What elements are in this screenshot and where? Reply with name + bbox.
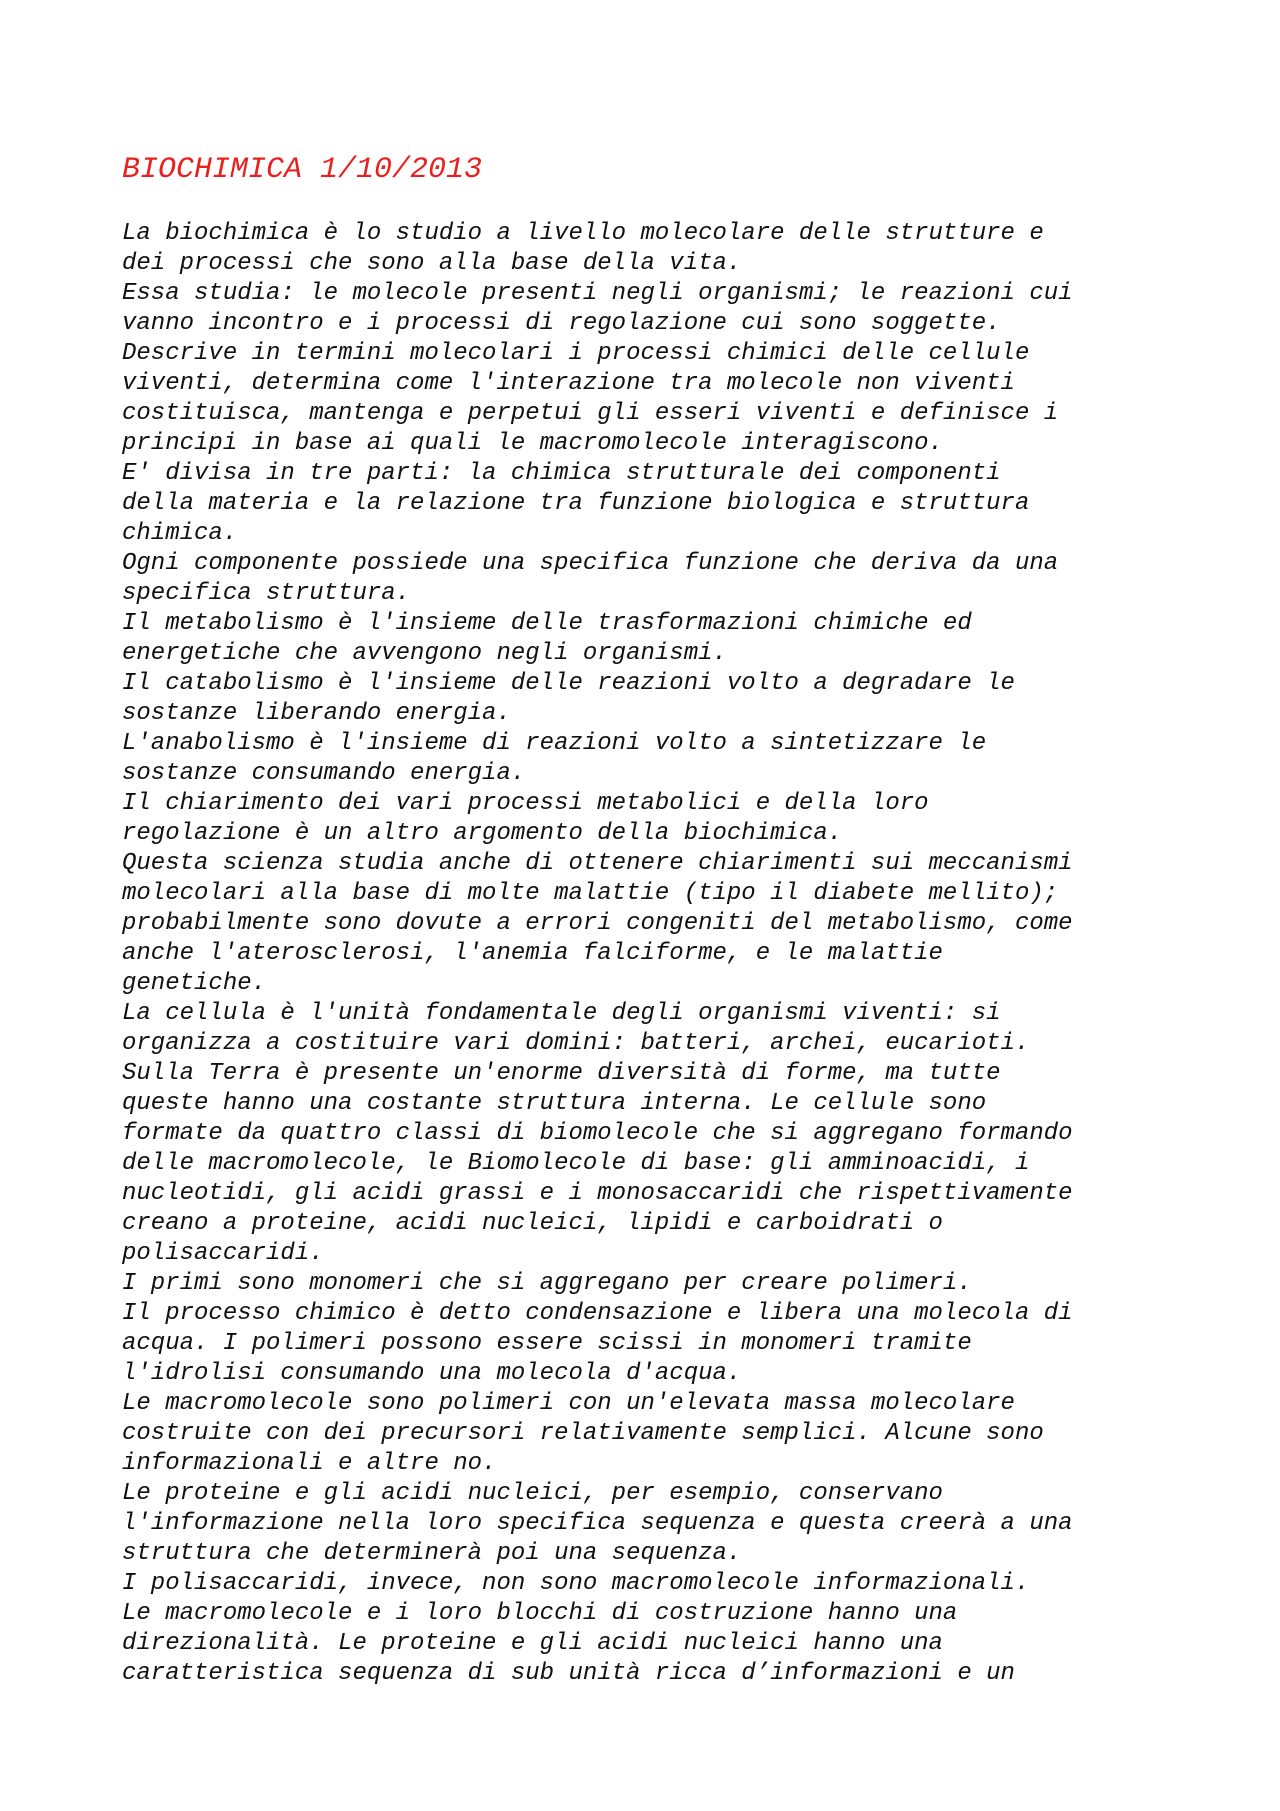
text-line: regolazione è un altro argomento della biochimica.	[122, 820, 843, 847]
text-line: Il catabolismo è l'insieme delle reazioni volto a degradare le	[122, 670, 1015, 697]
text-line: nucleotidi, gli acidi grassi e i monosaccaridi che rispettivamente	[122, 1180, 1073, 1207]
text-line: Descrive in termini molecolari i processi chimici delle cellule	[122, 340, 1030, 367]
text-line: E' divisa in tre parti: la chimica strutturale dei componenti	[122, 460, 1001, 487]
text-line: Il metabolismo è l'insieme delle trasformazioni chimiche ed	[122, 610, 972, 637]
text-line: L'anabolismo è l'insieme di reazioni volto a sintetizzare le	[122, 730, 987, 757]
text-line: sostanze consumando energia.	[122, 760, 526, 787]
text-line: creano a proteine, acidi nucleici, lipidi e carboidrati o	[122, 1210, 943, 1237]
text-line: direzionalità. Le proteine e gli acidi nucleici hanno una	[122, 1630, 943, 1657]
text-line: l'idrolisi consumando una molecola d'acqua.	[122, 1360, 742, 1387]
text-line: Sulla Terra è presente un'enorme diversità di forme, ma tutte	[122, 1060, 1001, 1087]
text-line: sostanze liberando energia.	[122, 700, 511, 727]
text-line: organizza a costituire vari domini: batteri, archei, eucarioti.	[122, 1030, 1030, 1057]
text-line: dei processi che sono alla base della vita.	[122, 250, 742, 277]
text-line: specifica struttura.	[122, 580, 411, 607]
text-line: I primi sono monomeri che si aggregano per creare polimeri.	[122, 1270, 972, 1297]
document-title: BIOCHIMICA 1/10/2013	[122, 153, 483, 187]
document-body	[122, 219, 1272, 1689]
text-line: La biochimica è lo studio a livello molecolare delle strutture e	[122, 220, 1044, 247]
text-line: della materia e la relazione tra funzione biologica e struttura	[122, 490, 1030, 517]
text-line: La cellula è l'unità fondamentale degli organismi viventi: si	[122, 1000, 1001, 1027]
text-line: anche l'aterosclerosi, l'anemia falciforme, e le malattie	[122, 940, 943, 967]
text-line: acqua. I polimeri possono essere scissi in monomeri tramite	[122, 1330, 972, 1357]
text-line: l'informazione nella loro specifica sequenza e questa creerà a una	[122, 1510, 1073, 1537]
text-line: viventi, determina come l'interazione tra molecole non viventi	[122, 370, 1015, 397]
text-line: costituisca, mantenga e perpetui gli esseri viventi e definisce i	[122, 400, 1059, 427]
text-line: costruite con dei precursori relativamente semplici. Alcune sono	[122, 1420, 1044, 1447]
text-line: Il processo chimico è detto condensazione e libera una molecola di	[122, 1300, 1073, 1327]
text-line: delle macromolecole, le Biomolecole di base: gli amminoacidi, i	[122, 1150, 1030, 1177]
text-line: Questa scienza studia anche di ottenere chiarimenti sui meccanismi	[122, 850, 1073, 877]
text-line: informazionali e altre no.	[122, 1450, 497, 1477]
text-line: queste hanno una costante struttura interna. Le cellule sono	[122, 1090, 987, 1117]
text-line: caratteristica sequenza di sub unità ricca d’informazioni e un	[122, 1660, 1015, 1687]
text-line: Essa studia: le molecole presenti negli organismi; le reazioni cui	[122, 280, 1073, 307]
text-line: genetiche.	[122, 970, 267, 997]
text-line: vanno incontro e i processi di regolazione cui sono soggette.	[122, 310, 1001, 337]
text-line: Ogni componente possiede una specifica funzione che deriva da una	[122, 550, 1059, 577]
text-line: probabilmente sono dovute a errori congeniti del metabolismo, come	[122, 910, 1073, 937]
text-line: chimica.	[122, 520, 238, 547]
text-line: Le macromolecole e i loro blocchi di costruzione hanno una	[122, 1600, 958, 1627]
text-line: formate da quattro classi di biomolecole che si aggregano formando	[122, 1120, 1073, 1147]
text-line: struttura che determinerà poi una sequenza.	[122, 1540, 742, 1567]
text-line: energetiche che avvengono negli organismi.	[122, 640, 727, 667]
text-line: molecolari alla base di molte malattie (tipo il diabete mellito);	[122, 880, 1059, 907]
text-line: Le proteine e gli acidi nucleici, per esempio, conservano	[122, 1480, 943, 1507]
text-line: Il chiarimento dei vari processi metabolici e della loro	[122, 790, 929, 817]
text-line: Le macromolecole sono polimeri con un'elevata massa molecolare	[122, 1390, 1015, 1417]
text-line: polisaccaridi.	[122, 1240, 324, 1267]
text-line: I polisaccaridi, invece, non sono macromolecole informazionali.	[122, 1570, 1030, 1597]
text-line: principi in base ai quali le macromolecole interagiscono.	[122, 430, 943, 457]
